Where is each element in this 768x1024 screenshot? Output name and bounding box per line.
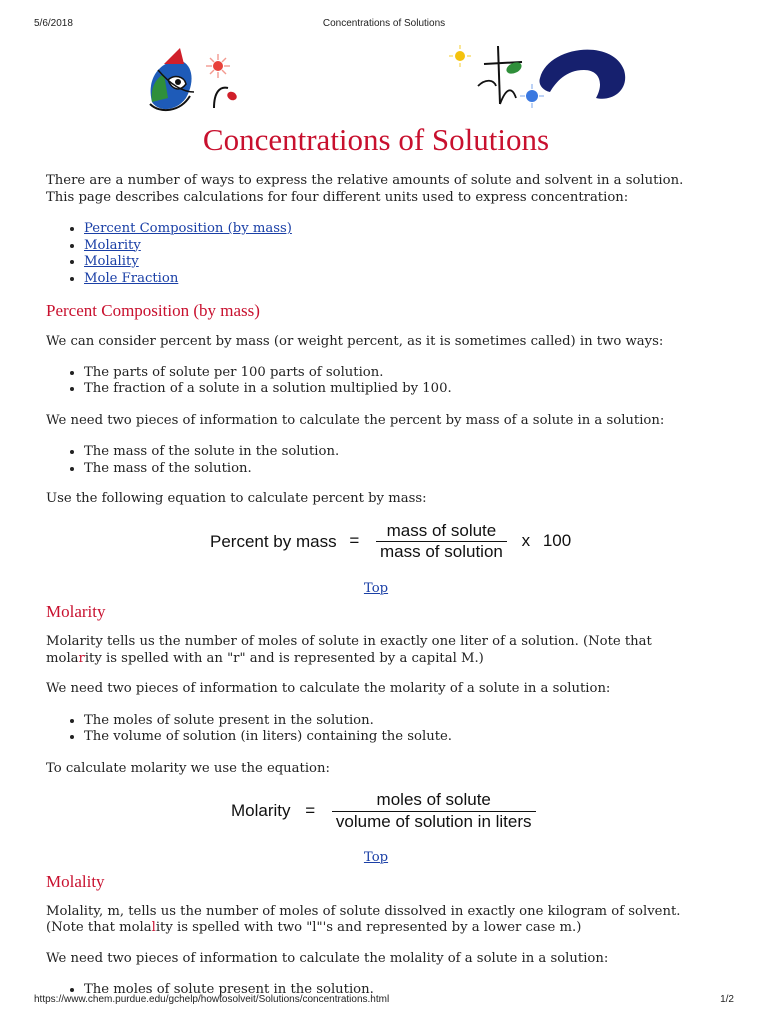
red-star-icon bbox=[206, 54, 230, 78]
yellow-sun-icon bbox=[449, 45, 471, 67]
toc-item bbox=[84, 238, 706, 255]
highlighted-letter: l bbox=[151, 920, 156, 935]
equation-label: Percent by mass bbox=[210, 531, 337, 551]
text-run: Molality, m, tells us the number of moles of solute dissolved in exactly one kilogram of solvent. (Note that mola bbox=[46, 903, 681, 935]
red-flower-icon bbox=[214, 88, 238, 108]
list-item: • The volume of solution (in liters) containing the solute. bbox=[84, 729, 706, 746]
numerator: moles of solute bbox=[376, 790, 491, 809]
molarity-paragraph-2: We need two pieces of information to calculate the molarity of a solute in a solution: bbox=[46, 681, 611, 696]
print-url: https://www.chem.purdue.edu/gchelp/howtosolveit/Solutions/concentrations.html bbox=[34, 994, 390, 1005]
percent-paragraph-1: We can consider percent by mass (or weight percent, as it is sometimes called) in two ways: bbox=[46, 334, 664, 349]
percent-by-mass-equation bbox=[210, 520, 706, 573]
percent-paragraph-3: Use the following equation to calculate percent by mass: bbox=[46, 491, 427, 506]
toc-link-molarity[interactable]: Molarity bbox=[84, 237, 141, 253]
banner-artwork bbox=[0, 40, 768, 115]
list-item: • The parts of solute per 100 parts of solution. bbox=[84, 365, 706, 382]
percent-info-list bbox=[46, 444, 706, 477]
fraction bbox=[332, 792, 536, 830]
top-link-container bbox=[46, 850, 706, 867]
abstract-figure-icon bbox=[150, 48, 194, 110]
molarity-info-list bbox=[46, 713, 706, 746]
equals-sign: = bbox=[305, 800, 316, 820]
toc-link-percent-composition[interactable]: Percent Composition (by mass) bbox=[84, 221, 292, 236]
molarity-equation bbox=[231, 792, 706, 842]
top-link[interactable]: Top bbox=[363, 850, 389, 865]
top-link[interactable]: Top bbox=[363, 580, 389, 596]
text-run: ity is spelled with an "r" and is represented by a capital M.) bbox=[84, 650, 484, 666]
molarity-paragraph-3: To calculate molarity we use the equation: bbox=[46, 760, 330, 776]
section-heading-percent: Percent Composition (by mass) bbox=[46, 301, 260, 320]
percent-ways-list bbox=[46, 365, 706, 398]
page-title: Concentrations of Solutions bbox=[202, 122, 550, 157]
highlighted-letter: r bbox=[78, 650, 85, 666]
fraction bbox=[376, 520, 507, 561]
denominator: volume of solution in liters bbox=[335, 811, 532, 831]
print-page-number: 1/2 bbox=[720, 994, 734, 1005]
print-title: Concentrations of Solutions bbox=[322, 18, 446, 29]
toc-link-mole-fraction[interactable]: Mole Fraction bbox=[84, 270, 179, 286]
toc-item bbox=[84, 271, 706, 288]
toc-item bbox=[84, 221, 706, 238]
crescent-moon-icon bbox=[539, 50, 625, 99]
numerator: mass of solute bbox=[386, 520, 497, 540]
percent-paragraph-2: We need two pieces of information to calculate the percent by mass of a solute in a solution: bbox=[46, 412, 665, 428]
section-heading-molality: Molality bbox=[46, 871, 105, 891]
list-item: • The mass of the solution. bbox=[84, 461, 706, 478]
text-run: Molarity tells us the number of moles of solute in exactly one liter of a solution. (Note that mola bbox=[46, 634, 652, 666]
blue-star-icon bbox=[520, 84, 544, 108]
main-content bbox=[46, 118, 706, 999]
list-item: • The fraction of a solute in a solution multiplied by 100. bbox=[84, 381, 706, 398]
toc-item bbox=[84, 254, 706, 271]
stick-figure-icon bbox=[478, 46, 523, 104]
list-item: • The moles of solute present in the solution. bbox=[84, 982, 706, 999]
times-sign: x bbox=[521, 531, 531, 551]
section-heading-molarity: Molarity bbox=[46, 602, 106, 621]
list-item: • The mass of the solute in the solution. bbox=[84, 444, 706, 461]
molarity-paragraph-1 bbox=[46, 634, 706, 667]
equation-label: Molarity bbox=[231, 800, 291, 820]
print-footer bbox=[34, 994, 734, 1008]
table-of-contents bbox=[46, 221, 706, 287]
intro-paragraph: There are a number of ways to express the relative amounts of solute and solvent in a solution. This page describes calculations for four different units used to express concentration: bbox=[46, 173, 684, 205]
denominator: mass of solution bbox=[380, 542, 503, 561]
text-run: ity is spelled with two "l"'s and represented by a lower case m.) bbox=[155, 920, 582, 935]
toc-link-molality[interactable]: Molality bbox=[84, 254, 139, 269]
equals-sign: = bbox=[349, 531, 360, 551]
molality-paragraph-2: We need two pieces of information to calculate the molality of a solute in a solution: bbox=[46, 950, 609, 966]
factor: 100 bbox=[542, 531, 572, 551]
print-header bbox=[34, 18, 734, 32]
top-link-container bbox=[46, 581, 706, 598]
molality-paragraph-1 bbox=[46, 904, 706, 937]
list-item: • The moles of solute present in the solution. bbox=[84, 713, 706, 730]
print-date: 5/6/2018 bbox=[34, 18, 73, 29]
